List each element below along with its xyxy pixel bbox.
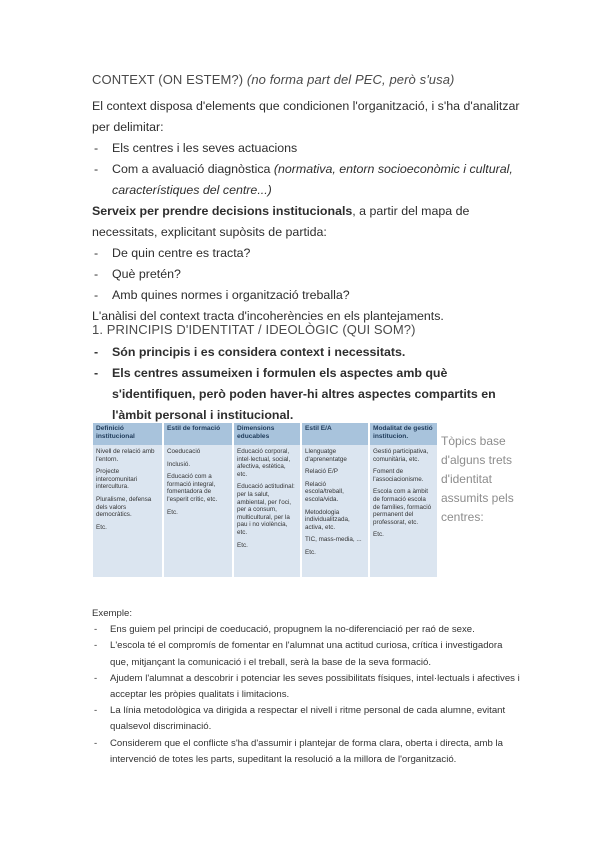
table-header: Modalitat de gestió institucion. [369,423,438,445]
context-body [92,96,522,327]
table-cell: Gestió participativa, comunitària, etc. Foment de l'associacionisme. Escola com a àmbit de formació escola de famílies, formació permanent del professorat, etc. Etc. [369,445,438,577]
context-intro: El context disposa d'elements que condicionen l'organització, i s'ha d'analitzar per delimitar: [92,99,520,134]
context-heading [92,72,454,87]
identity-table [93,423,439,577]
table-header: Dimensions educables [233,423,301,445]
serveix-paragraph: Serveix per prendre decisions institucionals, a partir del mapa de necessitats, explicitant supòsits de partida: [92,204,470,239]
list-item: - Els centres i les seves actuacions [92,138,522,159]
list-item: - Són principis i es considera context i necessitats. [92,342,522,363]
table-cell: Coeducació Inclusió. Educació com a formació integral, fomentadora de l'esperit crític, etc. Etc. [163,445,233,577]
table-header: Estil de formació [163,423,233,445]
list-item: - Ajudem l'alumnat a descobrir i potenciar les seves possibilitats físiques, intel·lectuals i afectives i acceptar les pròpies qualitats i limitacions. [92,671,520,703]
table-row [93,445,438,577]
list-item: - Ens guiem pel principi de coeducació, propugnem la no-diferenciació per raó de sexe. [92,622,520,638]
list-item: - Els centres assumeixen i formulen els aspectes amb què s'identifiquen, però poden haver-hi altres aspectes compartits en l'àmbit personal i institucional. [92,363,522,426]
exemple-section [92,606,520,768]
table-cell: Nivell de relació amb l'entorn. Projecte intercomunitari intercultura. Pluralisme, defensa dels valors democràtics. Etc. [93,445,163,577]
table-cell: Llenguatge d'aprenentatge Relació E/P Relació escola/treball, escola/vida. Metodologia individualitzada, activa, etc. TIC, mass-media, ... Etc. [301,445,369,577]
exemple-title: Exemple: [92,608,132,619]
table-header: Estil E/A [301,423,369,445]
exemple-list [92,622,520,768]
list-item: - Com a avaluació diagnòstica (normativa, entorn socioeconòmic i cultural, característiques del centre...) [92,159,522,201]
list-item: - De quin centre es tracta? [92,243,522,264]
context-closing: L'anàlisi del context tracta d'incoherències en els plantejaments. [92,309,444,323]
list-item: - L'escola té el compromís de fomentar en l'alumnat una actitud curiosa, crítica i investigadora que, mitjançant la comunicació i el treball, serà la base de la seva formació. [92,638,520,670]
table-header: Definició institucional [93,423,163,445]
context-heading-text: CONTEXT (ON ESTEM?) [92,72,244,87]
principis-body [92,342,522,426]
list-item: - La línia metodològica va dirigida a respectar el nivell i ritme personal de cada alumne, evitant qualsevol discriminació. [92,703,520,735]
table-header-row [93,423,438,445]
table-cell: Educació corporal, intel·lectual, social, afectiva, estètica, etc. Educació actitudinal: per la salut, ambiental, per l'oci, per a consum, multicultural, per la pau i no violència, etc. Etc. [233,445,301,577]
list-item: - Amb quines normes i organització treballa? [92,285,522,306]
list-item: - Què pretén? [92,264,522,285]
context-heading-note: (no forma part del PEC, però s'usa) [246,72,455,87]
context-list [92,138,522,201]
list-item: - Considerem que el conflicte s'ha d'assumir i plantejar de forma clara, oberta i directa, amb la intervenció de totes les parts, supeditant la resolució a la millora de l'organització. [92,736,520,768]
principis-list [92,342,522,426]
questions-list [92,243,522,306]
principis-heading: 1. PRINCIPIS D'IDENTITAT / IDEOLÒGIC (QUI SOM?) [92,322,416,337]
side-note: Tòpics base d'alguns trets d'identitat assumits pels centres: [441,434,514,524]
